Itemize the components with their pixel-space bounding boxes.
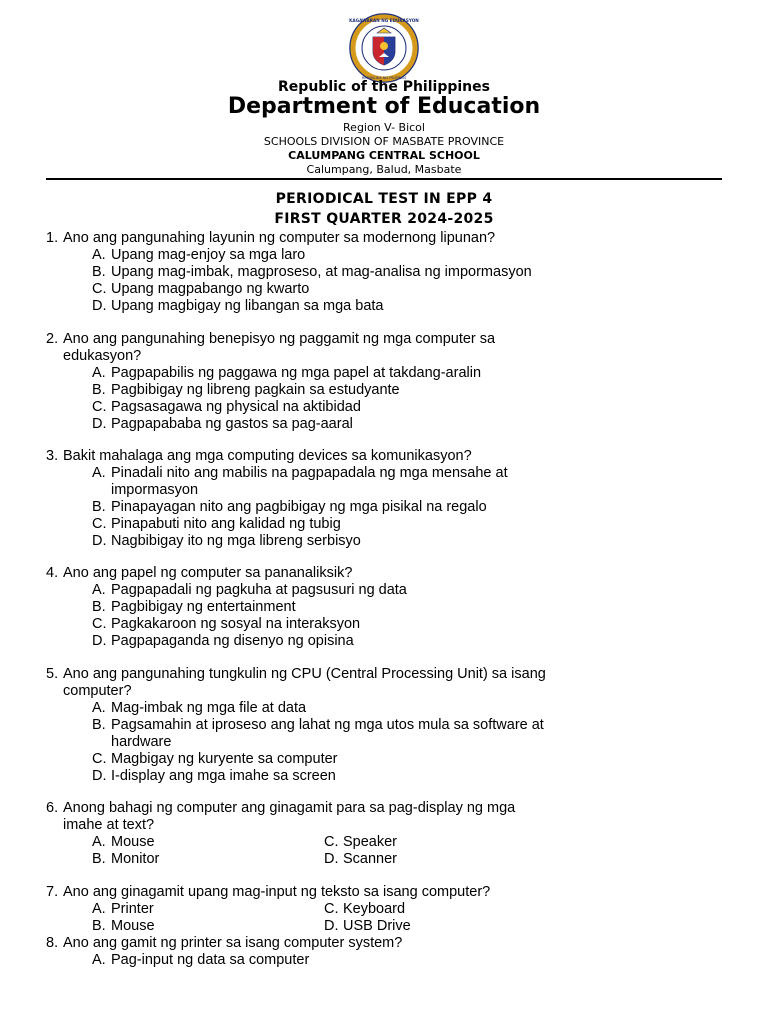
question-3 <box>46 448 508 550</box>
question-number: 6. <box>46 800 59 816</box>
question-8 <box>46 935 402 969</box>
option-d[interactable]: D. Pagpapaganda ng disenyo ng opisina <box>92 633 354 649</box>
question-number: 7. <box>46 884 59 900</box>
question-number: 5. <box>46 666 59 682</box>
school-name: CALUMPANG CENTRAL SCHOOL <box>288 149 480 162</box>
question-text: Ano ang ginagamit upang mag-input ng teksto sa isang computer? <box>63 884 491 900</box>
school-address: Calumpang, Balud, Masbate <box>306 163 462 176</box>
option-c[interactable]: C. Upang magpabango ng kwarto <box>92 281 310 297</box>
option-d[interactable]: D. Pagpapababa ng gastos sa pag-aaral <box>92 416 353 432</box>
question-2 <box>46 331 495 433</box>
question-number: 3. <box>46 448 59 464</box>
option-b[interactable]: B. Mouse <box>92 918 155 934</box>
republic-heading: Republic of the Philippines <box>278 79 490 95</box>
question-text: Ano ang pangunahing benepisyo ng paggamit ng mga computer sa <box>63 331 496 347</box>
option-b[interactable]: B. Upang mag-imbak, magproseso, at mag-analisa ng impormasyon <box>92 264 532 280</box>
option-d[interactable]: D. Scanner <box>324 851 398 867</box>
option-b-continued: hardware <box>111 734 172 750</box>
option-c[interactable]: C. Magbigay ng kuryente sa computer <box>92 751 338 767</box>
option-grid <box>46 901 524 935</box>
question-5 <box>46 666 546 785</box>
question-text: Anong bahagi ng computer ang ginagamit para sa pag-display ng mga <box>63 800 516 816</box>
option-b[interactable]: B. Pagbibigay ng libreng pagkain sa estudyante <box>92 382 400 398</box>
deped-seal-logo <box>349 13 419 83</box>
question-text: Ano ang papel ng computer sa pananaliksik? <box>63 565 353 581</box>
option-a[interactable]: A. Pagpapabilis ng paggawa ng mga papel at takdang-aralin <box>92 365 482 381</box>
test-title: PERIODICAL TEST IN EPP 4 <box>275 191 493 207</box>
option-b[interactable]: B. Pagbibigay ng entertainment <box>92 599 296 615</box>
question-1 <box>46 230 532 315</box>
option-c[interactable]: C. Speaker <box>324 834 398 850</box>
question-number: 2. <box>46 331 59 347</box>
question-text-continued: computer? <box>63 683 132 699</box>
question-6 <box>46 800 524 868</box>
option-c[interactable]: C. Pinapabuti nito ang kalidad ng tubig <box>92 516 341 532</box>
question-number: 8. <box>46 935 59 951</box>
question-4 <box>46 565 407 650</box>
option-b[interactable]: B. Monitor <box>92 851 160 867</box>
division-text: SCHOOLS DIVISION OF MASBATE PROVINCE <box>263 135 505 148</box>
seal-text-top: KAGAWARAN NG EDUKASYON <box>349 18 419 23</box>
option-a[interactable]: A. Mouse <box>92 834 155 850</box>
option-c[interactable]: C. Pagkakaroon ng sosyal na interaksyon <box>92 616 361 632</box>
question-text: Ano ang pangunahing layunin ng computer sa modernong lipunan? <box>63 230 496 246</box>
question-text: Ano ang pangunahing tungkulin ng CPU (Central Processing Unit) sa isang <box>63 666 546 682</box>
question-number: 4. <box>46 565 59 581</box>
question-7 <box>46 884 524 935</box>
question-text-continued: edukasyon? <box>63 348 142 364</box>
seal-text-bottom: REPUBLIKA NG PILIPINAS <box>361 76 407 80</box>
option-d[interactable]: D. I-display ang mga imahe sa screen <box>92 768 336 784</box>
option-a-continued: impormasyon <box>111 482 199 498</box>
option-b[interactable]: B. Pagsamahin at iproseso ang lahat ng mga utos mula sa software at <box>92 717 544 733</box>
question-text-continued: imahe at text? <box>63 817 155 833</box>
option-d[interactable]: D. Nagbibigay ito ng mga libreng serbisyo <box>92 533 361 549</box>
option-a[interactable]: A. Pag-input ng data sa computer <box>92 952 310 968</box>
option-c[interactable]: C. Pagsasagawa ng physical na aktibidad <box>92 399 361 415</box>
option-b[interactable]: B. Pinapayagan nito ang pagbibigay ng mga pisikal na regalo <box>92 499 487 515</box>
option-a[interactable]: A. Pagpapadali ng pagkuha at pagsusuri ng data <box>92 582 407 598</box>
option-d[interactable]: D. Upang magbigay ng libangan sa mga bata <box>92 298 384 314</box>
question-text: Bakit mahalaga ang mga computing devices sa komunikasyon? <box>63 448 472 464</box>
option-a[interactable]: A. Mag-imbak ng mga file at data <box>92 700 307 716</box>
option-a[interactable]: A. Printer <box>92 901 154 917</box>
option-d[interactable]: D. USB Drive <box>324 918 411 934</box>
option-c[interactable]: C. Keyboard <box>324 901 406 917</box>
header-divider <box>46 178 722 180</box>
option-a[interactable]: A. Pinadali nito ang mabilis na pagpapadala ng mga mensahe at <box>92 465 508 481</box>
region-text: Region V- Bicol <box>343 121 425 134</box>
option-a[interactable]: A. Upang mag-enjoy sa mga laro <box>92 247 306 263</box>
question-number: 1. <box>46 230 59 246</box>
question-text: Ano ang gamit ng printer sa isang computer system? <box>63 935 403 951</box>
department-heading: Department of Education <box>227 94 541 119</box>
test-subtitle: FIRST QUARTER 2024-2025 <box>274 211 494 227</box>
option-grid <box>46 834 524 868</box>
